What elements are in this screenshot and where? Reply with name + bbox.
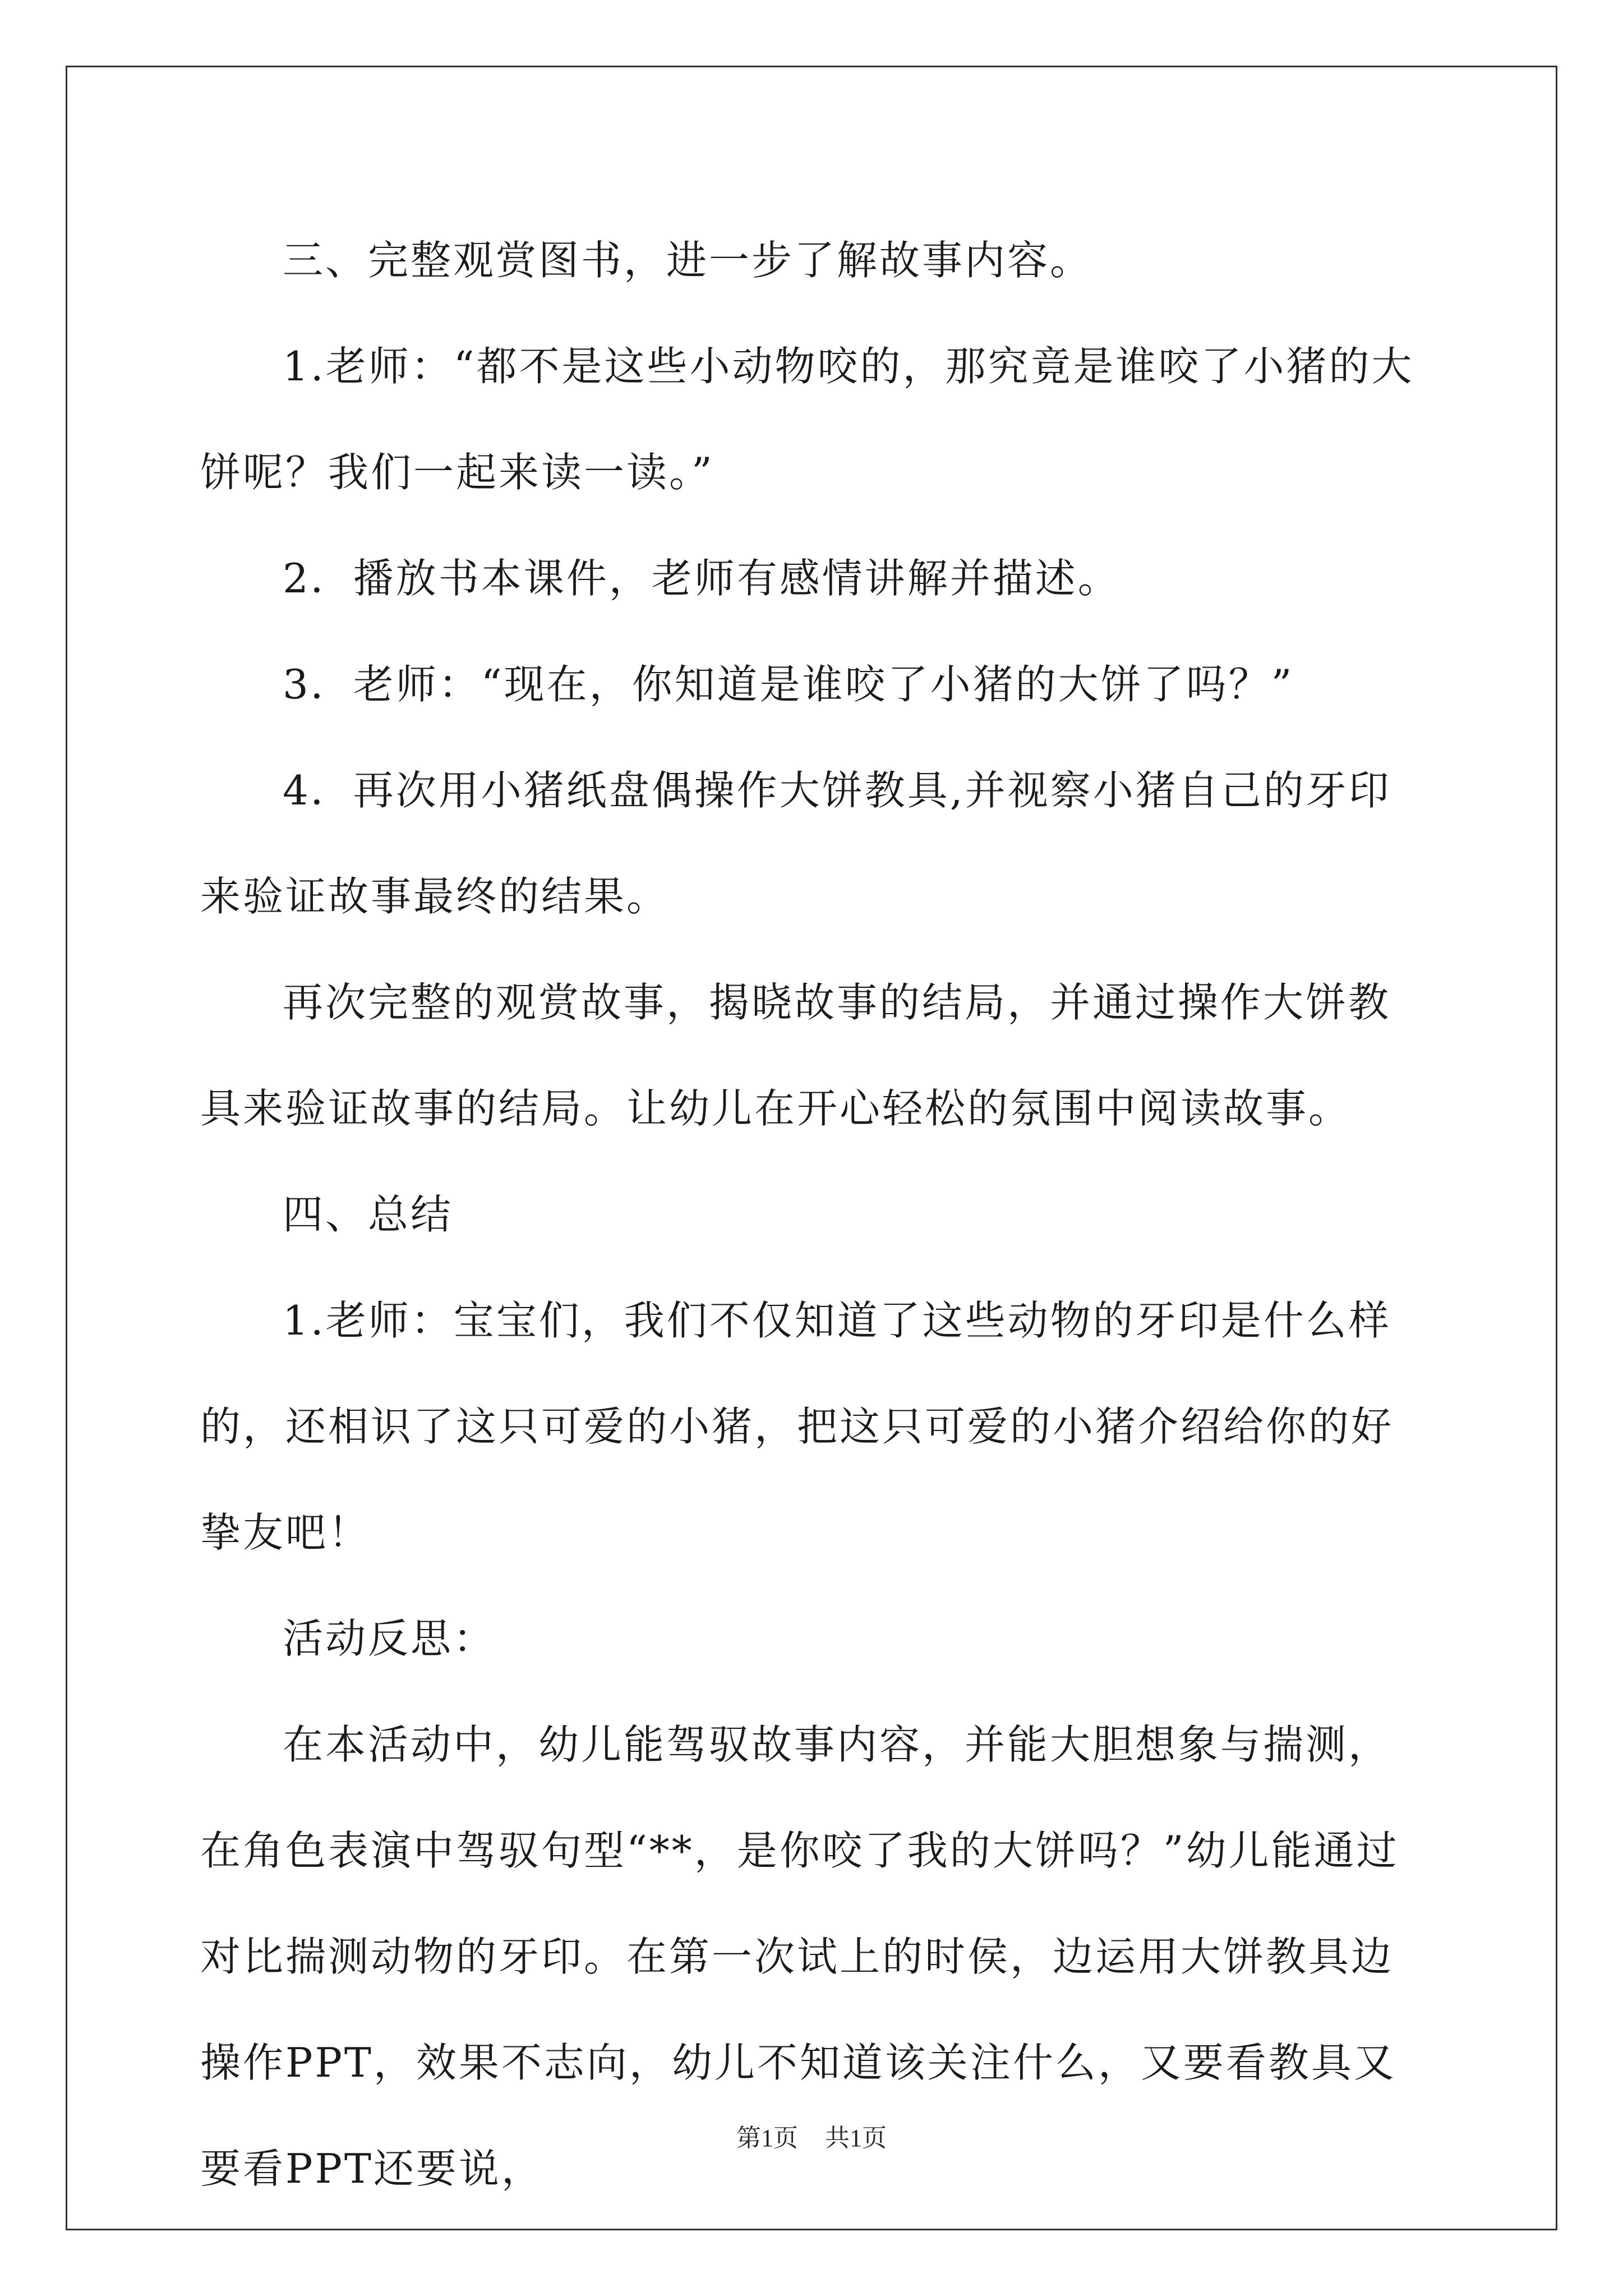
page-total: 共1页 xyxy=(825,2124,887,2152)
paragraph-step-2: 2．播放书本课件，老师有感情讲解并描述。 xyxy=(283,555,1121,602)
page-footer xyxy=(0,2118,1623,2154)
paragraph-conclusion: 1.老师：宝宝们，我们不仅知道了这些动物的牙印是什么样的，还相识了这只可爱的小猪，把这只可爱的小猪介绍给你的好挚友吧！ xyxy=(200,1297,1394,1556)
section-heading-3: 三、完整观赏图书，进一步了解故事内容。 xyxy=(283,237,1093,284)
page-number: 第1页 xyxy=(736,2124,798,2152)
paragraph-reflection: 在本活动中，幼儿能驾驭故事内容，并能大胆想象与揣测，在角色表演中驾驭句型“**，是你咬了我的大饼吗？”幼儿能通过对比揣测动物的牙印。在第一次试上的时侯，边运用大饼教具边操作PPT，效果不志向，幼儿不知道该关注什么，又要看教具又要看PPT还要说， xyxy=(200,1721,1399,2192)
paragraph-step-3: 3．老师：“现在，你知道是谁咬了小猪的大饼了吗？” xyxy=(283,661,1294,708)
document-body xyxy=(200,208,1423,2222)
paragraph-summary: 再次完整的观赏故事，揭晓故事的结局，并通过操作大饼教具来验证故事的结局。让幼儿在开心轻松的氛围中阅读故事。 xyxy=(200,979,1391,1132)
paragraph-step-1: 1.老师：“都不是这些小动物咬的，那究竟是谁咬了小猪的大饼呢？我们一起来读一读。” xyxy=(200,343,1414,496)
paragraph-step-4: 4．再次用小猪纸盘偶操作大饼教具,并视察小猪自己的牙印来验证故事最终的结果。 xyxy=(200,767,1391,920)
reflection-heading: 活动反思： xyxy=(283,1615,496,1662)
section-heading-4: 四、总结 xyxy=(283,1191,454,1238)
